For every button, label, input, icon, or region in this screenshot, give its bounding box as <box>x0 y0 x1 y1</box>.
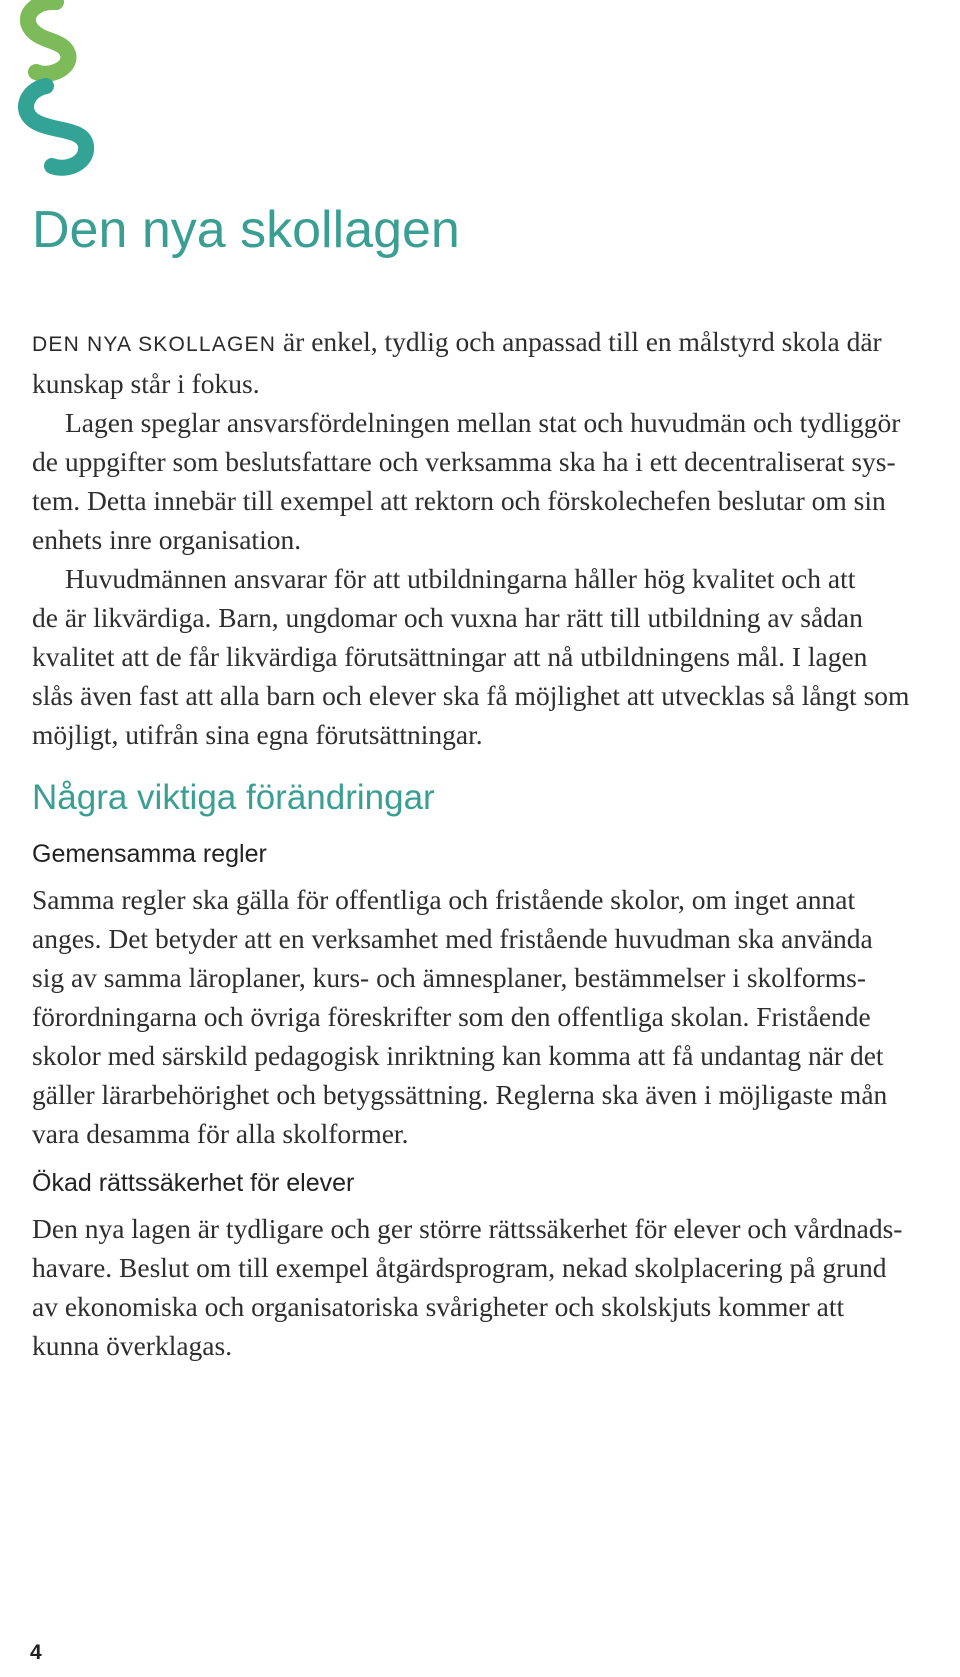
body-line: vara desamma för alla skolformer. <box>32 1118 409 1149</box>
intro-p3-line-2: de är likvärdiga. Barn, ungdomar och vuxna har rätt till utbildning av sådan <box>32 602 863 633</box>
logo-lower-stroke <box>26 86 86 168</box>
intro-paragraph-2 <box>32 403 952 559</box>
body-line: havare. Beslut om till exempel åtgärdsprogram, nekad skolplacering på grund <box>32 1252 887 1283</box>
page-number: 4 <box>30 1641 42 1664</box>
subsection-heading: Gemensamma regler <box>32 840 267 868</box>
subsection-common-rules <box>32 838 952 1153</box>
subsection-body <box>32 1209 952 1365</box>
intro-p2-line-2: de uppgifter som beslutsfattare och verksamma ska ha i ett decentraliserat sys- <box>32 446 896 477</box>
page-title: Den nya skollagen <box>32 201 460 259</box>
intro-paragraph-3 <box>32 559 952 754</box>
body-line: skolor med särskild pedagogisk inriktning kan komma att få undantag när det <box>32 1040 884 1071</box>
intro-p3-line-1: Huvudmännen ansvarar för att utbildningarna håller hög kvalitet och att <box>65 563 856 594</box>
body-line: sig av samma läroplaner, kurs- och ämnesplaner, bestämmelser i skolforms- <box>32 962 867 993</box>
body-line: Samma regler ska gälla för offentliga och fristående skolor, om inget annat <box>32 884 856 915</box>
body-line: kunna överklagas. <box>32 1330 233 1361</box>
body-line: av ekonomiska och organisatoriska svårigheter och skolskjuts kommer att <box>32 1291 845 1322</box>
intro-p3-line-4: slås även fast att alla barn och elever ska få möjlighet att utvecklas så långt som <box>32 680 910 711</box>
intro-p2-line-3: tem. Detta innebär till exempel att rektorn och förskolechefen beslutar om sin <box>32 485 886 516</box>
body-line: förordningarna och övriga föreskrifter som den offentliga skolan. Fristående <box>32 1001 871 1032</box>
intro-p3-line-5: möjligt, utifrån sina egna förutsättningar. <box>32 719 483 750</box>
subsection-body <box>32 880 952 1153</box>
logo-upper-stroke <box>28 2 69 74</box>
paragraph-sign-logo <box>6 0 106 184</box>
intro-text <box>32 322 952 754</box>
body-line: anges. Det betyder att en verksamhet med fristående huvudman ska använda <box>32 923 873 954</box>
subsection-legal-certainty <box>32 1167 952 1365</box>
section-title: Några viktiga förändringar <box>32 778 435 817</box>
intro-p3-line-3: kvalitet att de får likvärdiga förutsättningar att nå utbildningens mål. I lagen <box>32 641 868 672</box>
lead-in: DEN NYA SKOLLAGEN <box>32 333 277 356</box>
body-line: gäller lärarbehörighet och betygssättning. Reglerna ska även i möjligaste mån <box>32 1079 888 1110</box>
intro-p1-line-2: kunskap står i fokus. <box>32 368 260 399</box>
intro-paragraph-1 <box>32 322 952 403</box>
subsection-heading: Ökad rättssäkerhet för elever <box>32 1169 355 1197</box>
intro-p1-line-1: DEN NYA SKOLLAGEN är enkel, tydlig och anpassad till en målstyrd skola där <box>32 326 882 357</box>
intro-p2-line-4: enhets inre organisation. <box>32 524 302 555</box>
body-line: Den nya lagen är tydligare och ger större rättssäkerhet för elever och vårdnads- <box>32 1213 903 1244</box>
intro-p2-line-1: Lagen speglar ansvarsfördelningen mellan stat och huvudmän och tydliggör <box>65 407 901 438</box>
